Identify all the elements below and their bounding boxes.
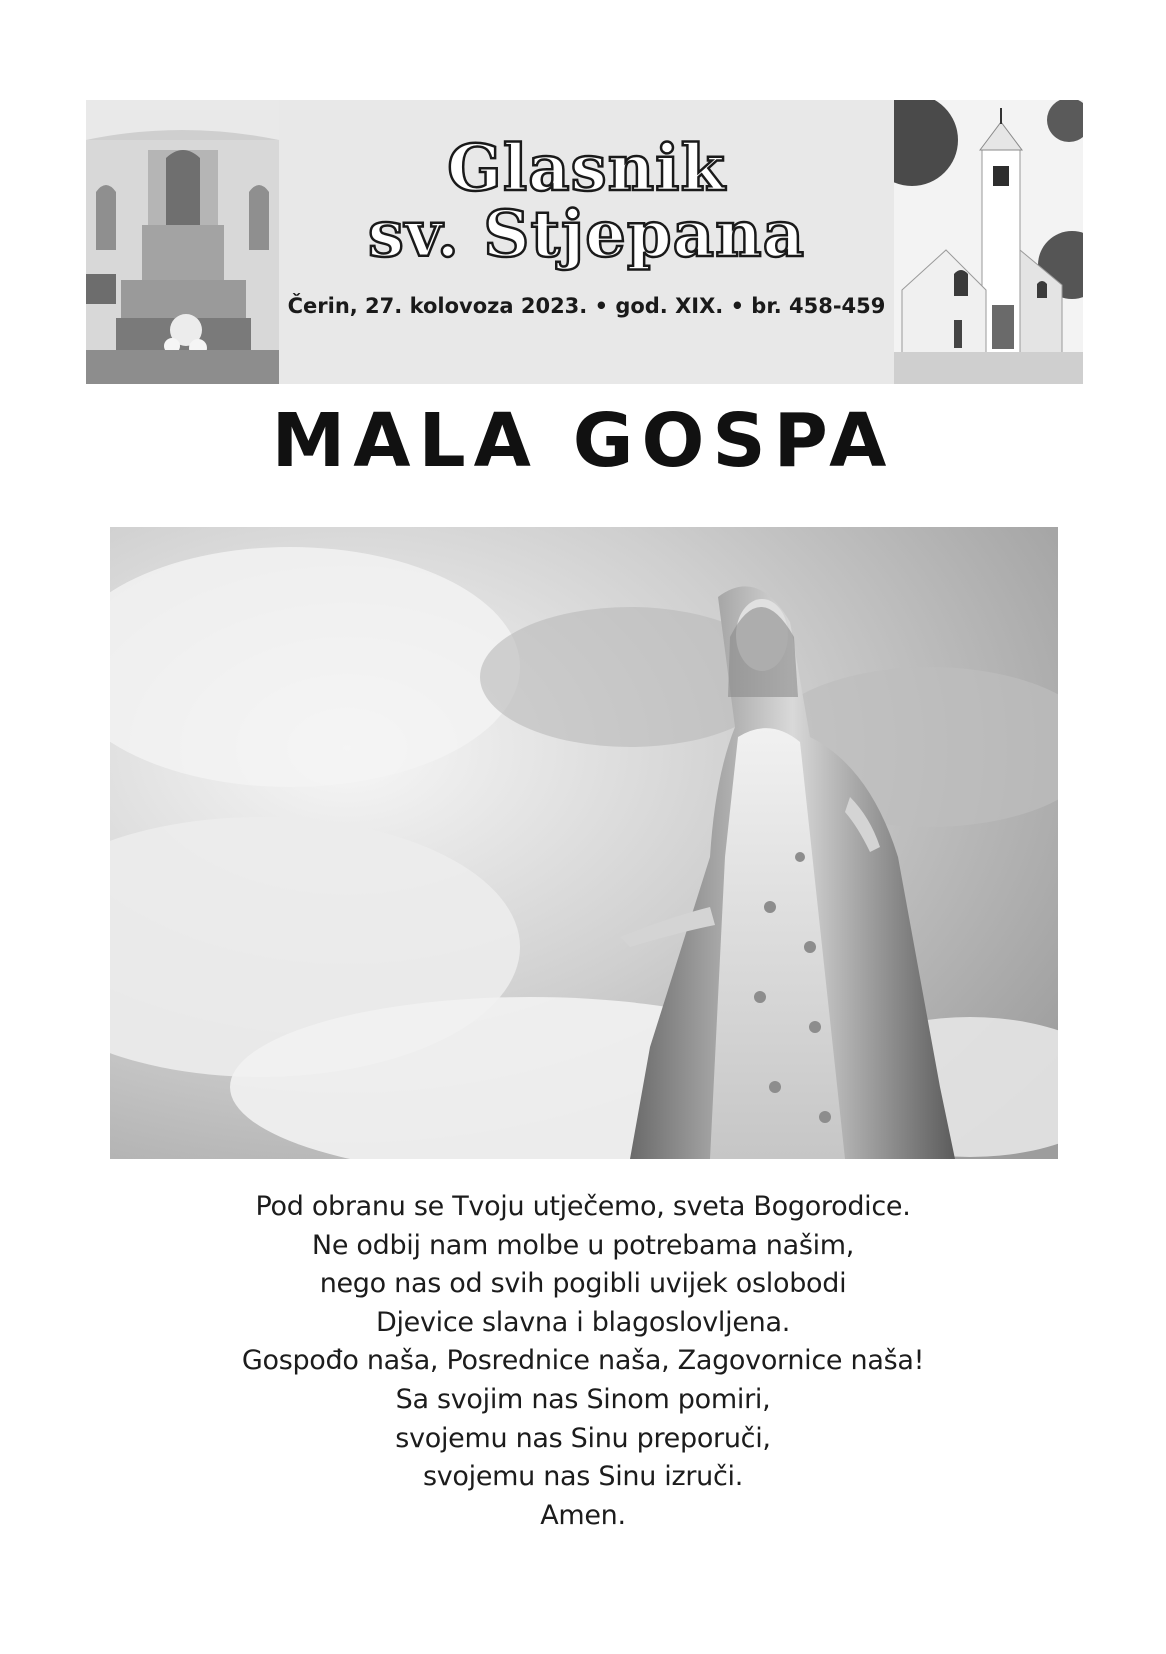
church-exterior-photo bbox=[894, 100, 1083, 384]
prayer-line: svojemu nas Sinu izruči. bbox=[422, 1461, 744, 1493]
prayer-line: Djevice slavna i blagoslovljena. bbox=[375, 1306, 790, 1338]
prayer-text bbox=[0, 1188, 1166, 1535]
prayer-line: nego nas od svih pogibli uvijek oslobodi bbox=[319, 1268, 847, 1300]
prayer-line-amen: Amen. bbox=[540, 1499, 626, 1531]
headline: MALA GOSPA bbox=[271, 398, 895, 484]
church-interior-photo bbox=[86, 100, 279, 384]
issue-info: Čerin, 27. kolovoza 2023. • god. XIX. • br. 458-459 bbox=[287, 294, 886, 318]
prayer-line: Pod obranu se Tvoju utječemo, sveta Bogorodice. bbox=[255, 1191, 911, 1222]
masthead-banner bbox=[86, 100, 1083, 384]
virgin-mary-statue-photo bbox=[110, 527, 1058, 1159]
masthead-title-line2: sv. Stjepana bbox=[367, 197, 806, 272]
prayer-line: Ne odbij nam molbe u potrebama našim, bbox=[311, 1229, 855, 1261]
prayer-line: Gospođo naša, Posrednice naša, Zagovornice naša! bbox=[241, 1345, 925, 1377]
masthead-title-block bbox=[279, 100, 894, 384]
prayer-line: Sa svojim nas Sinom pomiri, bbox=[395, 1383, 771, 1415]
masthead-title-line1: Glasnik bbox=[447, 131, 726, 206]
prayer-line: svojemu nas Sinu preporuči, bbox=[395, 1422, 771, 1454]
